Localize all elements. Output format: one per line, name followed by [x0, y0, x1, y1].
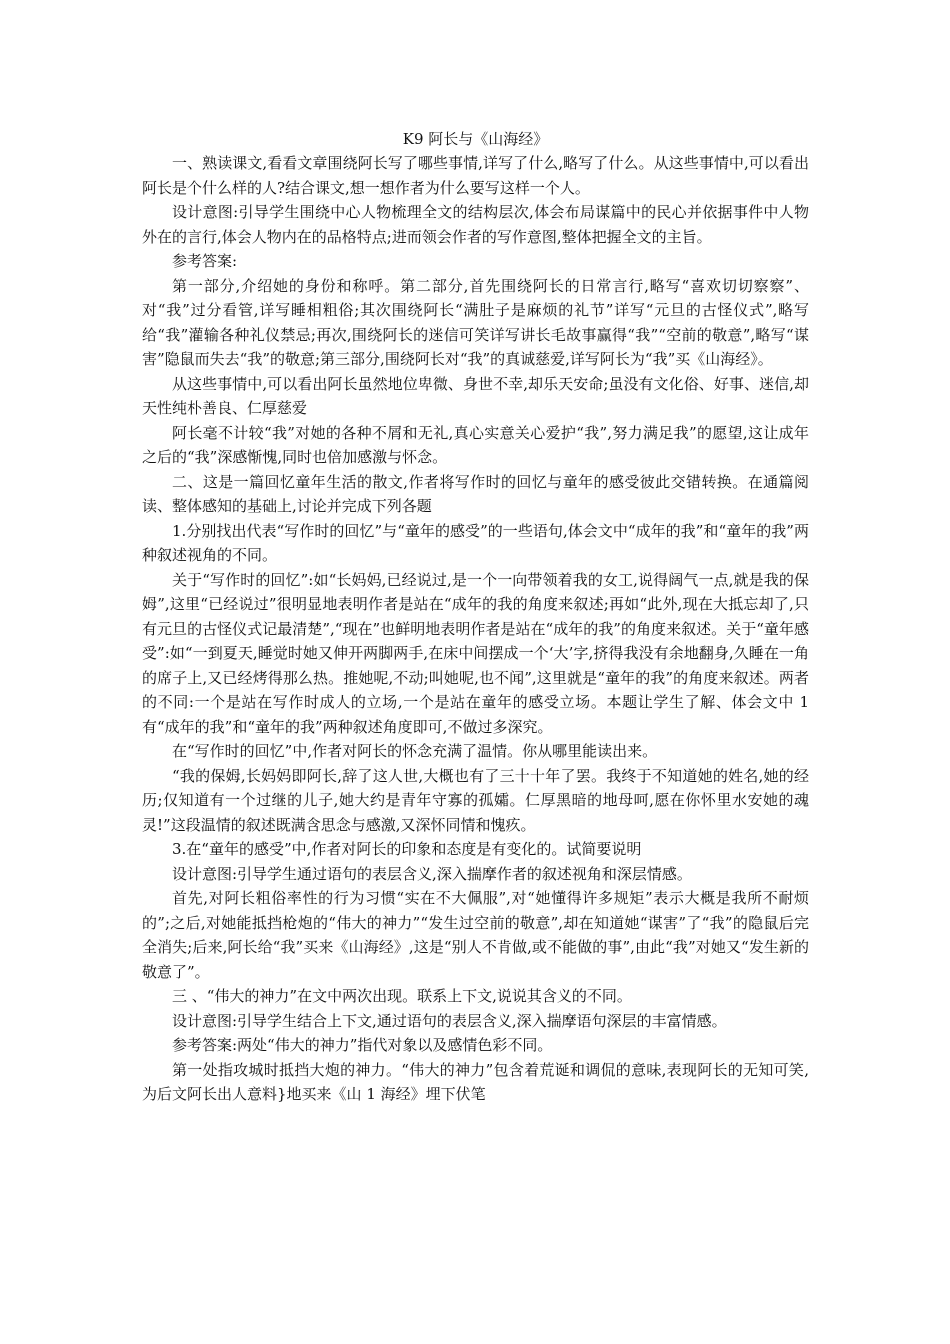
paragraph-design-intent-1: 设计意图:引导学生围绕中心人物梳理全文的结构层次,体会布局谋篇中的民心并依据事件中人物外在的言行,体会人物内在的品格特点;进而领会作者的写作意图,整体把握全文的主旨。: [142, 203, 809, 246]
paragraph-subquestion-2: 在“写作时的回忆”中,作者对阿长的怀念充满了温情。你从哪里能读出来。: [172, 742, 658, 760]
paragraph-question-1: 一、熟读课文,看看文章围绕阿长写了哪些事情,详写了什么,略写了什么。从这些事情中,可以看出阿长是个什么样的人?结合课文,想一想作者为什么要写这样一个人。: [142, 154, 809, 197]
paragraph-question-3: 三 、“伟大的神力”在文中两次出现。联系上下文,说说其含义的不同。: [172, 987, 632, 1005]
paragraph-design-intent-3: 设计意图:引导学生结合上下文,通过语句的表层含义,深入揣摩语句深层的丰富情感。: [172, 1011, 727, 1030]
paragraph-answer-label-1: 参考答案:: [172, 252, 238, 270]
document-title: K9 阿长与《山海经》: [402, 130, 549, 148]
paragraph-subquestion-1: 1.分别找出代表“写作时的回忆”与“童年的感受”的一些语句,体会文中“成年的我”和“童年的我”两种叙述视角的不同。: [142, 521, 809, 564]
paragraph-answer-purpose: 阿长毫不计较“我”对她的各种不屑和无礼,真心实意关心爱护“我”,努力满足我”的愿望,这让成年之后的“我”深感惭愧,同时也倍加感激与怀念。: [142, 423, 809, 466]
document-body: [142, 127, 809, 1107]
paragraph-subquestion-3: 3.在“童年的感受”中,作者对阿长的印象和态度是有变化的。试简要说明: [172, 840, 642, 858]
paragraph-answer-character: 从这些事情中,可以看出阿长虽然地位卑微、身世不幸,却乐天安命;虽没有文化俗、好事、迷信,却天性纯朴善良、仁厚慈爱: [142, 374, 809, 417]
paragraph-subanswer-1: 关于“写作时的回忆”:如“长妈妈,已经说过,是一个一向带领着我的女工,说得阔气一点,就是我的保姆”,这里“已经说过”很明显地表明作者是站在“成年的我的角度来叙述;再如“此外,现在大抵忘却了,只有元旦的古怪仪式记最清楚”,“现在”也鲜明地表明作者是站在“成年的我”的角度来叙述。关于“童年感受”:如“一到夏天,睡觉时她又伸开两脚两手,在床中间摆成一个‘大’字,挤得我没有余地翻身,久睡在一角的席子上,又已经烤得那么热。推她呢,不动;叫她呢,也不闻”,这里就是“童年的我”的角度来叙述。两者的不同:一个是站在写作时成人的立场,一个是站在童年的感受立场。本题让学生了解、体会文中 1 有“成年的我”和“童年的我”两种叙述角度即可,不做过多深究。: [142, 570, 809, 736]
paragraph-answer-structure: 第一部分,介绍她的身份和称呼。第二部分,首先围绕阿长的日常言行,略写“喜欢切切察察”、对“我”过分看管,详写睡相粗俗;其次围绕阿长“满肚子是麻烦的礼节”详写“元旦的古怪仪式”,略写给“我”灌输各种礼仪禁忌;再次,围绕阿长的迷信可笑详写讲长毛故事赢得“我”“空前的敬意”,略写“谋害”隐鼠而失去“我”的敬意;第三部分,围绕阿长对“我”的真诚慈爱,详写阿长为“我”买《山海经》。: [142, 276, 809, 368]
paragraph-question-2: 二、这是一篇回忆童年生活的散文,作者将写作时的回忆与童年的感受彼此交错转换。在通篇阅读、整体感知的基础上,讨论并完成下列各题: [142, 472, 809, 515]
paragraph-subanswer-2: “我的保姆,长妈妈即阿长,辞了这人世,大概也有了三十十年了罢。我终于不知道她的姓名,她的经历;仅知道有一个过继的儿子,她大约是青年守寡的孤孀。仁厚黑暗的地母呵,愿在你怀里水安她的魂灵!”这段温情的叙述既满含思念与感激,又深怀同情和愧疚。: [142, 766, 809, 834]
paragraph-subanswer-3: 首先,对阿长粗俗率性的行为习惯“实在不大佩服”,对“她懂得许多规矩”表示大概是我所不耐烦的”;之后,对她能抵挡枪炮的“伟大的神力”“发生过空前的敬意”,却在知道她“谋害”了“我”的隐鼠后完全消失;后来,阿长给“我”买来《山海经》,这是“别人不肯做,或不能做的事”,由此“我”对她又“发生新的敬意了”。: [142, 889, 809, 981]
paragraph-answer-first-instance: 第一处指攻城时抵挡大炮的神力。“伟大的神力”包含着荒诞和调侃的意味,表现阿长的无知可笑,为后文阿长出人意料}地买来《山 1 海经》埋下伏笔: [142, 1060, 809, 1103]
paragraph-answer-label-3: 参考答案:两处“伟大的神力”指代对象以及感情色彩不同。: [172, 1036, 553, 1054]
paragraph-design-intent-2: 设计意图:引导学生通过语句的表层含义,深入揣摩作者的叙述视角和深层情感。: [172, 864, 692, 883]
